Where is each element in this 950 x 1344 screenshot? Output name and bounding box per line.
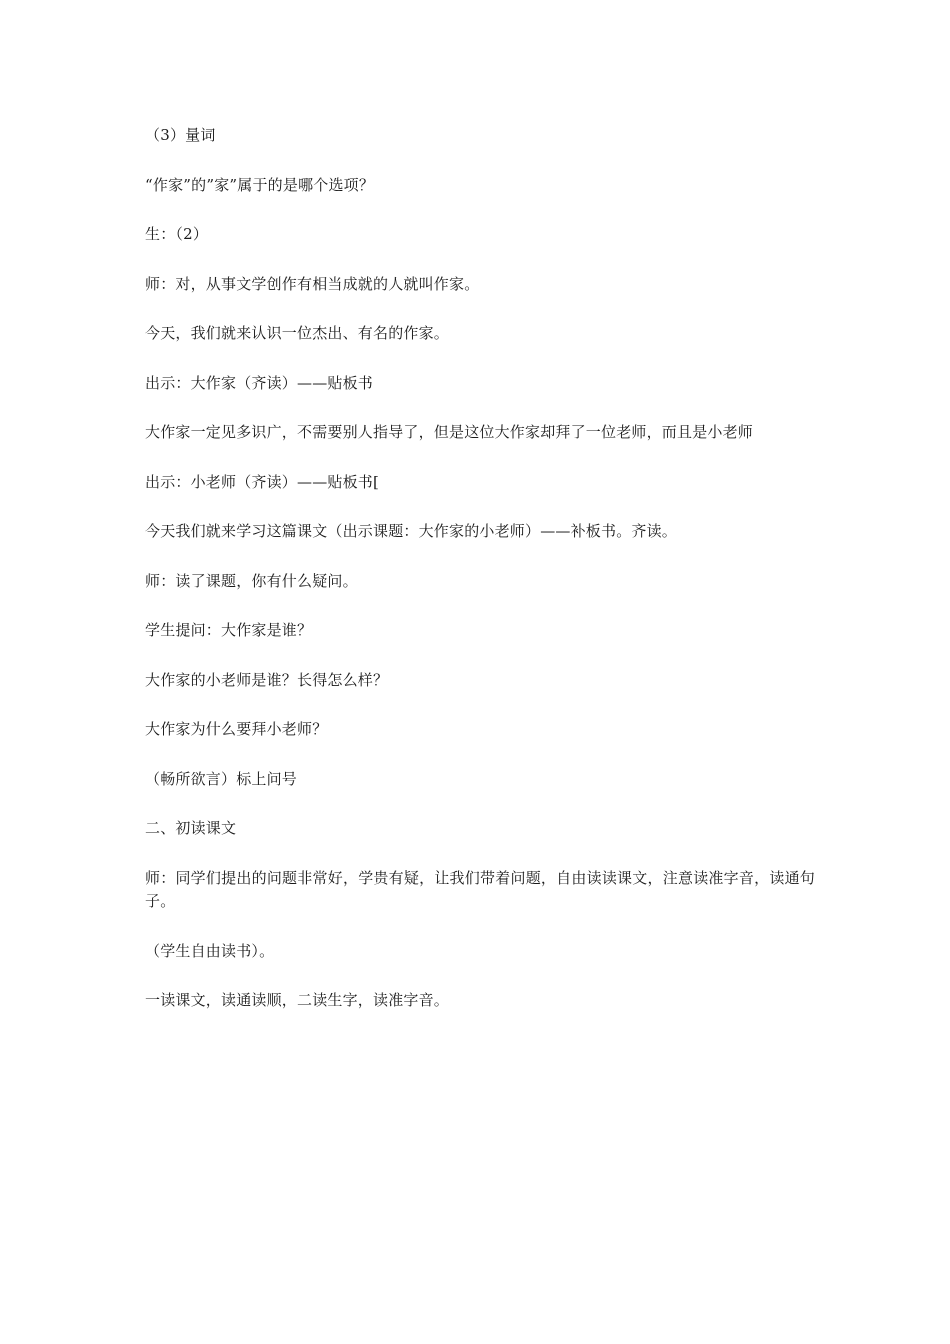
paragraph-student-question-2: 大作家的小老师是谁？长得怎么样？ (145, 670, 389, 689)
paragraph-reading-steps: 一读课文，读通读顺，二读生字，读准字音。 (145, 991, 450, 1009)
paragraph-teacher-definition: 师：对，从事文学创作有相当成就的人就叫作家。 (145, 274, 480, 293)
paragraph-student-answer: 生：（2） (145, 225, 209, 243)
paragraph-measure-word: （3）量词 (145, 126, 216, 144)
paragraph-teacher-instruction: 师：同学们提出的问题非常好，学贵有疑，让我们带着问题，自由读读课文，注意读准字音，读通句子。 (145, 868, 815, 910)
paragraph-student-question-3: 大作家为什么要拜小老师？ (145, 720, 328, 738)
paragraph-show-little-teacher: 出示：小老师（齐读）——贴板书[ (145, 472, 380, 491)
paragraph-student-reading: （学生自由读书）。 (145, 941, 275, 960)
paragraph-student-question-1: 学生提问：大作家是谁？ (145, 621, 313, 639)
paragraph-intro-writer: 今天，我们就来认识一位杰出、有名的作家。 (145, 324, 450, 342)
paragraph-show-big-writer: 出示：大作家（齐读）——贴板书 (145, 373, 374, 392)
paragraph-teacher-question: 师：读了课题，你有什么疑问。 (145, 571, 358, 590)
document-body (145, 124, 815, 1039)
paragraph-lesson-title: 今天我们就来学习这篇课文（出示课题：大作家的小老师）——补板书。齐读。 (145, 522, 678, 540)
section-heading-first-reading: 二、初读课文 (145, 819, 237, 837)
paragraph-question: “作家”的”家”属于的是哪个选项？ (145, 175, 375, 194)
paragraph-writer-teacher: 大作家一定见多识广，不需要别人指导了，但是这位大作家却拜了一位老师，而且是小老师 (145, 423, 754, 441)
paragraph-mark-question: （畅所欲言）标上问号 (145, 769, 298, 788)
